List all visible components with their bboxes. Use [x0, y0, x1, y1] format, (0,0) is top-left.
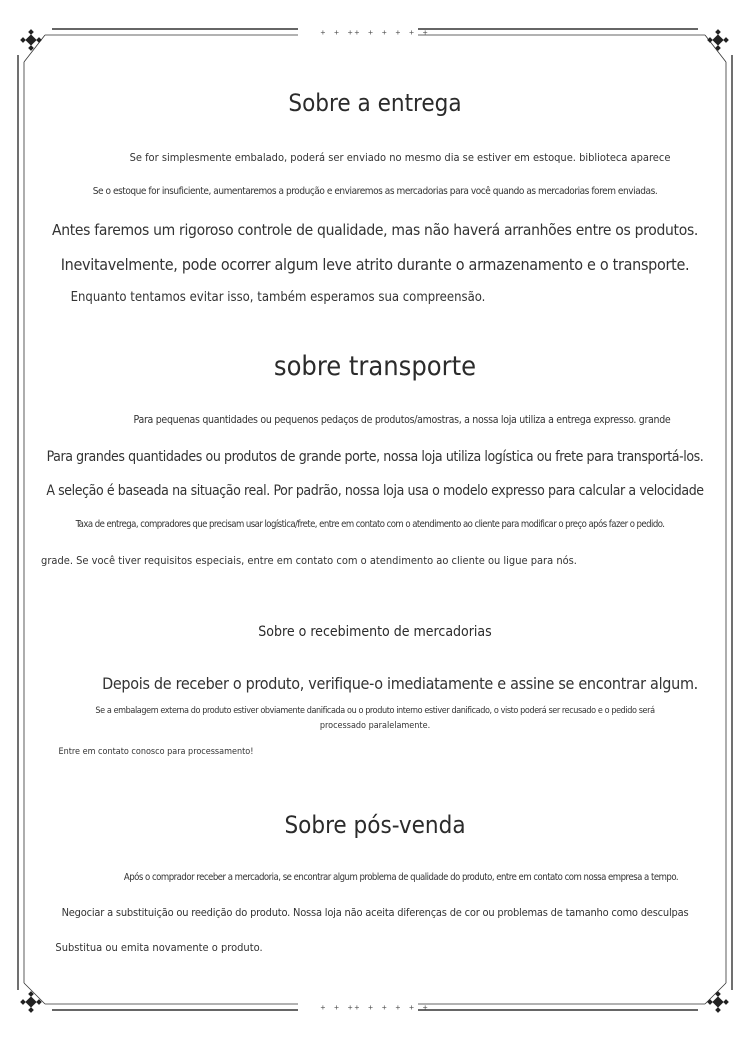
- delivery-line-3: Antes faremos um rigoroso controle de qualidade, mas não haverá arranhões entre os produtos.: [51, 221, 699, 239]
- delivery-line-1: Se for simplesmente embalado, poderá ser enviado no mesmo dia se estiver em estoque. biblioteca aparece: [129, 151, 671, 164]
- receipt-line-2: Se a embalagem externa do produto estiver obviamente danificada ou o produto interno estiver danificado, o visto poderá ser recusado e o pedido será: [95, 706, 655, 716]
- transport-line-3: A seleção é baseada na situação real. Por padrão, nossa loja usa o modelo expresso para calcular a velocidade: [46, 483, 704, 499]
- section-title-receipt: Sobre o recebimento de mercadorias: [258, 624, 492, 640]
- after-sales-line-1: Após o comprador receber a mercadoria, se encontrar algum problema de qualidade do produto, entre em contato com nossa empresa a tempo.: [123, 872, 679, 883]
- after-sales-line-2: Negociar a substituição ou reedição do produto. Nossa loja não aceita diferenças de cor ou problemas de tamanho como desculpas: [61, 906, 689, 919]
- section-title-transport: sobre transporte: [273, 351, 477, 382]
- top-ornament: + + ++ + + + + +: [320, 28, 430, 37]
- delivery-line-2: Se o estoque for insuficiente, aumentaremos a produção e enviaremos as mercadorias para você quando as mercadorias forem enviadas.: [92, 186, 658, 197]
- transport-line-4: Taxa de entrega, compradores que precisam usar logística/frete, entre em contato com o atendimento ao cliente para modificar o preço após fazer o pedido.: [75, 519, 665, 530]
- section-title-delivery: Sobre a entrega: [288, 89, 462, 117]
- transport-line-1: Para pequenas quantidades ou pequenos pedaços de produtos/amostras, a nossa loja utiliza a entrega expresso. grande: [133, 414, 671, 426]
- bottom-ornament: + + ++ + + + + +: [320, 1003, 430, 1012]
- section-title-after-sales: Sobre pós-venda: [284, 811, 466, 839]
- delivery-line-5: Enquanto tentamos evitar isso, também esperamos sua compreensão.: [70, 290, 486, 305]
- delivery-line-4: Inevitavelmente, pode ocorrer algum leve atrito durante o armazenamento e o transporte.: [60, 255, 690, 274]
- receipt-line-4: Entre em contato conosco para processamento!: [58, 747, 254, 757]
- after-sales-line-3: Substitua ou emita novamente o produto.: [55, 941, 263, 954]
- receipt-line-1: Depois de receber o produto, verifique-o imediatamente e assine se encontrar algum.: [102, 674, 698, 693]
- transport-line-2: Para grandes quantidades ou produtos de grande porte, nossa loja utiliza logística ou frete para transportá-los.: [46, 449, 704, 465]
- receipt-line-3: processado paralelamente.: [319, 721, 431, 731]
- transport-line-5: grade. Se você tiver requisitos especiais, entre em contato com o atendimento ao cliente ou ligue para nós.: [41, 554, 577, 567]
